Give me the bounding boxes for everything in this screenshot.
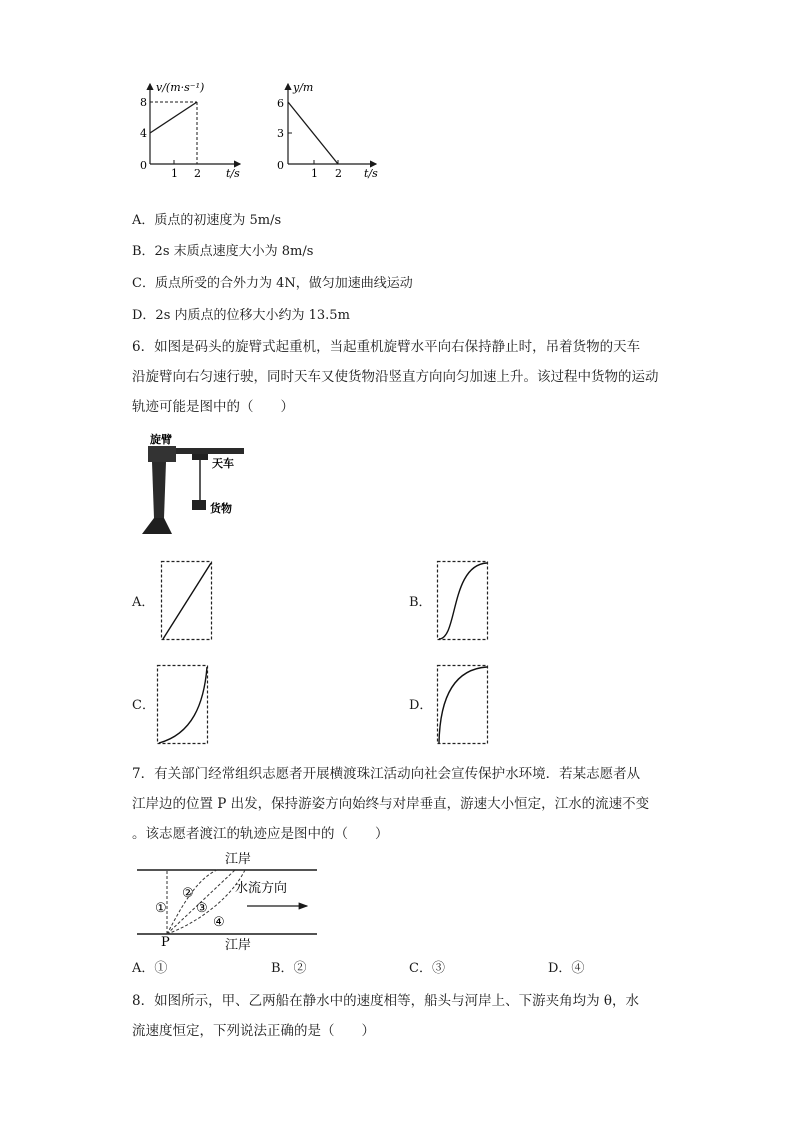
crane-figure xyxy=(130,432,250,540)
tick-label-x-1: 1 xyxy=(171,167,178,180)
trajectory-s-curve xyxy=(439,563,487,639)
tick-label-x-2: 2 xyxy=(194,167,201,180)
q8-text-line-2: 流速度恒定，下列说法正确的是（ ） xyxy=(132,1023,375,1039)
q7-option-c: C．③ xyxy=(409,961,445,976)
path-label-1: ① xyxy=(155,901,167,916)
trolley-label: 天车 xyxy=(212,457,234,470)
tick-label-x-1: 1 xyxy=(311,167,318,180)
tick-label-x-2: 2 xyxy=(335,167,342,180)
flow-direction-label: 水流方向 xyxy=(235,881,288,896)
crane-arm-label: 旋臂 xyxy=(150,433,172,446)
q5-option-d: D．2s 内质点的位移大小约为 13.5m xyxy=(132,308,350,323)
top-bank-label: 江岸 xyxy=(225,852,252,867)
path-label-4: ④ xyxy=(213,915,225,930)
crane-base xyxy=(142,518,172,534)
trajectory-concave-up xyxy=(159,667,207,743)
tick-label-y-0: 0 xyxy=(140,159,147,172)
cargo-box xyxy=(192,500,206,510)
tick-label-y-3: 3 xyxy=(277,127,284,140)
path-label-2: ② xyxy=(182,886,194,901)
q6-option-d-graph xyxy=(436,664,490,746)
path-label-3: ③ xyxy=(196,901,208,916)
tick-label-y-8: 8 xyxy=(140,96,147,109)
crane-tower xyxy=(152,462,166,518)
tick-label-y-0: 0 xyxy=(277,159,284,172)
q6-option-c-letter: C． xyxy=(132,698,155,713)
q6-option-a-letter: A． xyxy=(132,595,155,610)
displacement-time-graph xyxy=(276,78,386,182)
q7-option-d: D．④ xyxy=(548,961,585,976)
x-axis-label: t/s xyxy=(364,167,378,180)
dashed-frame xyxy=(438,562,488,640)
q5-option-c: C．质点所受的合外力为 4N，做匀加速曲线运动 xyxy=(132,276,413,291)
cargo-label: 货物 xyxy=(210,502,232,515)
q6-option-a-graph xyxy=(160,560,214,642)
trajectory-concave-down xyxy=(439,667,487,743)
q5-option-b: B．2s 末质点速度大小为 8m/s xyxy=(132,244,314,259)
trajectory-straight xyxy=(163,563,211,639)
q7-option-a: A．① xyxy=(132,961,168,976)
crane-trolley xyxy=(192,454,208,460)
q6-option-d-letter: D． xyxy=(409,698,433,713)
q6-option-b-graph xyxy=(436,560,490,642)
tick-label-y-4: 4 xyxy=(140,127,147,140)
q5-option-a: A．质点的初速度为 5m/s xyxy=(132,213,282,228)
data-line-velocity xyxy=(150,102,197,133)
y-axis-label: v/(m·s⁻¹) xyxy=(156,81,205,94)
q7-option-b: B．② xyxy=(271,961,307,976)
q7-text-line-2: 江岸边的位置 P 出发，保持游姿方向始终与对岸垂直，游速大小恒定，江水的流速不变 xyxy=(132,796,650,812)
q7-text-line-1: 7．有关部门经常组织志愿者开展横渡珠江活动向社会宣传保护水环境．若某志愿者从 xyxy=(132,766,641,782)
tick-label-y-6: 6 xyxy=(277,97,284,110)
q6-option-b-letter: B． xyxy=(409,595,432,610)
bottom-bank-label: 江岸 xyxy=(225,938,252,953)
river-crossing-figure xyxy=(135,850,320,956)
dashed-frame xyxy=(158,666,208,744)
data-line-displacement xyxy=(288,102,338,164)
q6-text-line-1: 6．如图是码头的旋臂式起重机，当起重机旋臂水平向右保持静止时，吊着货物的天车 xyxy=(132,339,641,355)
q6-text-line-3: 轨迹可能是图中的（ ） xyxy=(132,399,294,415)
dashed-frame xyxy=(438,666,488,744)
q6-text-line-2: 沿旋臂向右匀速行驶，同时天车又使货物沿竖直方向向匀加速上升。该过程中货物的运动 xyxy=(132,369,659,385)
path-2 xyxy=(167,870,217,934)
q6-option-c-graph xyxy=(156,664,210,746)
x-axis-label: t/s xyxy=(226,167,240,180)
point-p-label: P xyxy=(161,935,170,950)
q8-text-line-1: 8．如图所示，甲、乙两船在静水中的速度相等，船头与河岸上、下游夹角均为 θ，水 xyxy=(132,993,640,1009)
q7-text-line-3: 。该志愿者渡江的轨迹应是图中的（ ） xyxy=(132,826,389,842)
crane-head xyxy=(148,446,176,462)
y-axis-label: y/m xyxy=(293,81,314,94)
velocity-time-graph xyxy=(140,78,250,182)
